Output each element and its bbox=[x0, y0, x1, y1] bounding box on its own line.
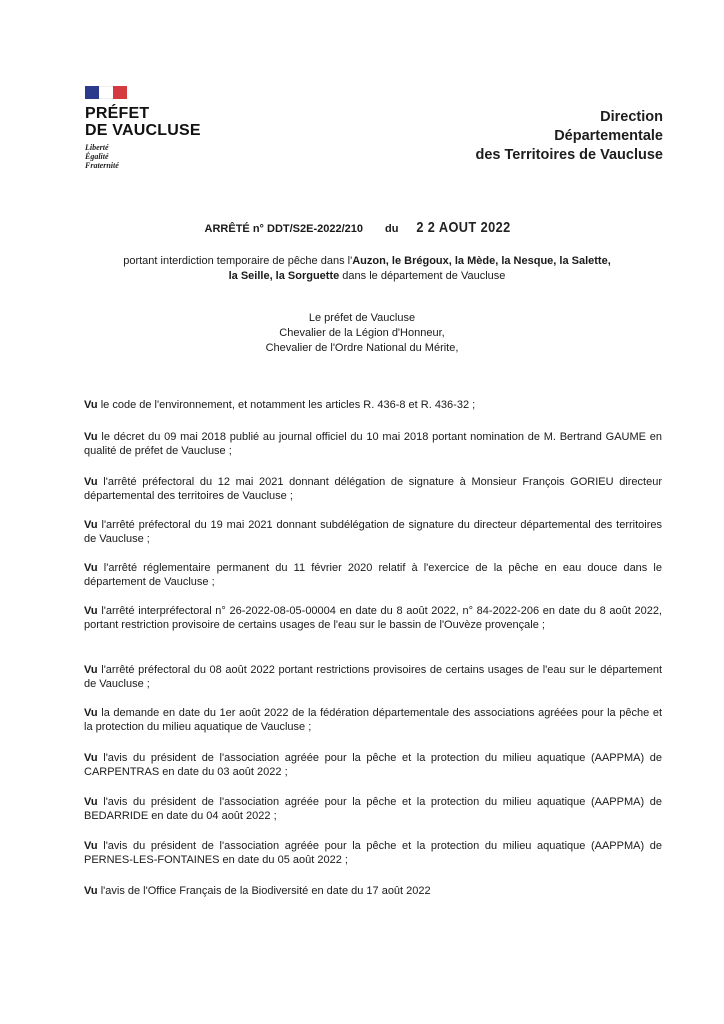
consideration-item: Vu l'avis du président de l'association agréée pour la pêche et la protection du milieu aquatique (AAPPMA) de BEDARRIDE en date du 04 août 2022 ; bbox=[84, 796, 662, 822]
consideration-item: Vu l'arrêté préfectoral du 08 août 2022 portant restrictions provisoires de certains usages de l'eau sur le département de Vaucluse ; bbox=[84, 664, 662, 690]
consideration-item: Vu l'arrêté préfectoral du 12 mai 2021 donnant délégation de signature à Monsieur François GORIEU directeur départemental des territoires de Vaucluse ; bbox=[84, 476, 662, 502]
direction-block bbox=[403, 108, 663, 165]
flag-blue-band bbox=[85, 86, 99, 99]
direction-line1: Direction bbox=[600, 109, 663, 125]
prefect-block bbox=[85, 86, 235, 170]
decree-date-stamp: 2 2 AOUT 2022 bbox=[416, 219, 512, 236]
subtitle-rivers-2: la Seille, la Sorguette bbox=[228, 270, 340, 282]
prefect-title-line2: Chevalier de la Légion d'Honneur, bbox=[279, 327, 445, 339]
decree-du: du bbox=[385, 223, 399, 235]
consideration-item: Vu la demande en date du 1er août 2022 de la fédération départementale des associations agréées pour la pêche et la protection du milieu aquatique de Vaucluse ; bbox=[84, 707, 662, 733]
motto-fraternite: Fraternité bbox=[85, 161, 119, 170]
consideration-item: Vu l'avis du président de l'association agréée pour la pêche et la protection du milieu aquatique (AAPPMA) de CARPENTRAS en date du 03 août 2022 ; bbox=[84, 752, 662, 778]
prefect-titles bbox=[0, 311, 724, 356]
prefect-title-line3: Chevalier de l'Ordre National du Mérite, bbox=[265, 342, 459, 354]
decree-title bbox=[0, 219, 724, 236]
decree-number: ARRÊTÉ n° DDT/S2E-2022/210 bbox=[204, 223, 363, 235]
decree-subtitle bbox=[70, 254, 664, 284]
republic-motto bbox=[85, 143, 235, 170]
consideration-item: Vu l'avis de l'Office Français de la Biodiversité en date du 17 août 2022 bbox=[84, 885, 431, 897]
direction-line2: Départementale bbox=[554, 128, 663, 144]
motto-egalite: Égalité bbox=[85, 152, 109, 161]
consideration-item: Vu l'avis du président de l'association agréée pour la pêche et la protection du milieu aquatique (AAPPMA) de PERNES-LES-FONTAINES en date du 05 août 2022 ; bbox=[84, 840, 662, 866]
prefect-title-line1: Le préfet de Vaucluse bbox=[308, 312, 416, 324]
flag-white-band bbox=[99, 86, 113, 99]
prefect-name-line2: DE VAUCLUSE bbox=[85, 122, 201, 139]
subtitle-prefix: portant interdiction temporaire de pêche dans l' bbox=[123, 255, 353, 267]
subtitle-suffix: dans le département de Vaucluse bbox=[339, 270, 506, 282]
consideration-item: Vu le décret du 09 mai 2018 publié au journal officiel du 10 mai 2018 portant nomination de M. Bertrand GAUME en qualité de préfet de Vaucluse ; bbox=[84, 431, 662, 457]
motto-liberte: Liberté bbox=[85, 143, 109, 152]
flag-red-band bbox=[113, 86, 127, 99]
consideration-item: Vu l'arrêté préfectoral du 19 mai 2021 donnant subdélégation de signature du directeur départemental des territoires de Vaucluse ; bbox=[84, 519, 662, 545]
direction-line3: des Territoires de Vaucluse bbox=[475, 147, 663, 163]
marianne-flag-logo bbox=[85, 86, 127, 99]
subtitle-rivers-1: Auzon, le Brégoux, la Mède, la Nesque, la Salette, bbox=[352, 255, 611, 267]
prefect-name-line1: PRÉFET bbox=[85, 105, 150, 122]
consideration-item: Vu le code de l'environnement, et notamment les articles R. 436-8 et R. 436-32 ; bbox=[84, 399, 476, 411]
consideration-item: Vu l'arrêté réglementaire permanent du 11 février 2020 relatif à l'exercice de la pêche en eau douce dans le département de Vaucluse ; bbox=[84, 562, 662, 588]
consideration-item: Vu l'arrêté interpréfectoral n° 26-2022-08-05-00004 en date du 8 août 2022, n° 84-2022-206 en date du 8 août 2022, portant restriction provisoire de certains usages de l'eau sur le bassin de l'Ouvèze provençale ; bbox=[84, 605, 662, 631]
